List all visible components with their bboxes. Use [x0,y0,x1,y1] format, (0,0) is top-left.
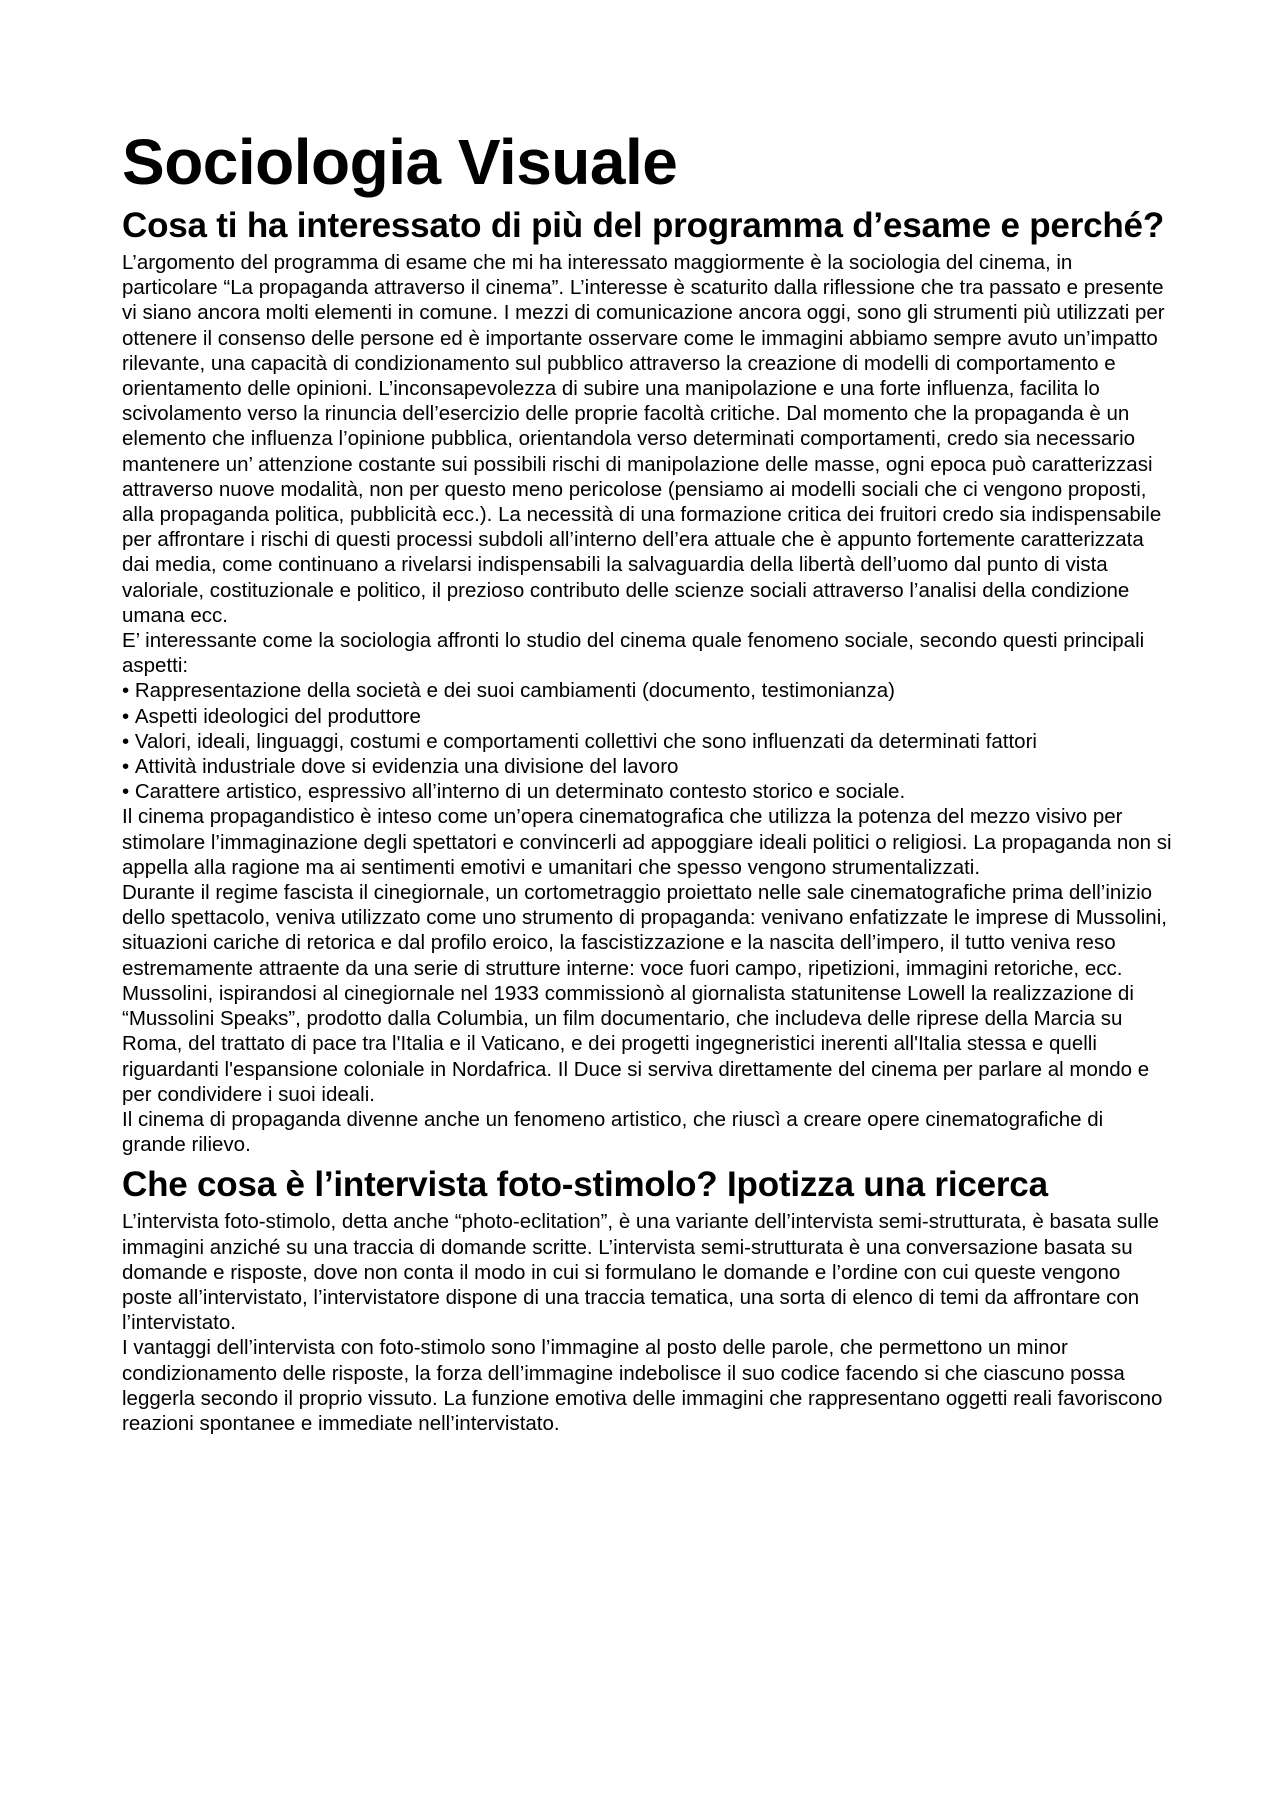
paragraph: I vantaggi dell’intervista con foto-stimolo sono l’immagine al posto delle parole, che permettono un minor condizionamento delle risposte, la forza dell’immagine indebolisce il suo codice facendo si che ciascuno possa leggerla secondo il proprio vissuto. La funzione emotiva delle immagini che rappresentano oggetti reali favoriscono reazioni spontanee e immediate nell’intervistato. [122,1336,1163,1435]
aspects-bullet-list [122,678,1172,804]
section-heading-exam-interest: Cosa ti ha interessato di più del programma d’esame e perché? [122,206,1165,245]
section-heading-photo-interview: Che cosa è l’intervista foto-stimolo? Ipotizza una ricerca [122,1165,1048,1205]
paragraph: Il cinema propagandistico è inteso come un’opera cinematografica che utilizza la potenza del mezzo visivo per stimolare l’immaginazione degli spettatori e convincerli ad appoggiare ideali politici o religiosi. La propaganda non si appella alla ragione ma ai sentimenti emotivi e umanitari che spesso vengono strumentalizzati. [122,805,1172,879]
bullet-item: • Rappresentazione della società e dei suoi cambiamenti (documento, testimonianza) [122,678,1172,703]
bullet-item: • Valori, ideali, linguaggi, costumi e comportamenti collettivi che sono influenzati da determinati fattori [122,729,1172,754]
bullet-item: • Attività industriale dove si evidenzia una divisione del lavoro [122,754,1172,779]
document-title: Sociologia Visuale [122,126,678,198]
paragraph: Durante il regime fascista il cinegiornale, un cortometraggio proiettato nelle sale cinematografiche prima dell’inizio dello spettacolo, veniva utilizzato come uno strumento di propaganda: venivano enfatizzate le imprese di Mussolini, situazioni cariche di retorica e dal profilo eroico, la fascistizzazione e la nascita dell’impero, il tutto veniva reso estremamente attraente da una serie di strutture interne: voce fuori campo, ripetizioni, immagini retoriche, ecc. Mussolini, ispirandosi al cinegiornale nel 1933 commissionò al giornalista statunitense Lowell la realizzazione di “Mussolini Speaks”, prodotto dalla Columbia, un film documentario, che includeva delle riprese della Marcia su Roma, del trattato di pace tra l'Italia e il Vaticano, e dei progetti ingegneristici inerenti all'Italia stessa e quelli riguardanti l'espansione coloniale in Nordafrica. Il Duce si serviva direttamente del cinema per parlare al mondo e per condividere i suoi ideali. [122,881,1167,1106]
section-photo-interview [122,1161,1172,1436]
paragraph: Il cinema di propaganda divenne anche un fenomeno artistico, che riuscì a creare opere cinematografiche di grande rilievo. [122,1107,1104,1157]
paragraph: L’argomento del programma di esame che mi ha interessato maggiormente è la sociologia del cinema, in particolare “La propaganda attraverso il cinema”. L’interesse è scaturito dalla riflessione che tra passato e presente vi siano ancora molti elementi in comune. I mezzi di comunicazione ancora oggi, sono gli strumenti più utilizzati per ottenere il consenso delle persone ed è importante osservare come le immagini abbiamo sempre avuto un’impatto rilevante, una capacità di condizionamento sul pubblico attraverso la creazione di modelli di comportamento e orientamento delle opinioni. L’inconsapevolezza di subire una manipolazione e una forte influenza, facilita lo scivolamento verso la rinuncia dell’esercizio delle proprie facoltà critiche. Dal momento che la propaganda è un elemento che influenza l’opinione pubblica, orientandola verso determinati comportamenti, credo sia necessario mantenere un’ attenzione costante sui possibili rischi di manipolazione delle masse, ogni epoca può caratterizzasi attraverso nuove modalità, non per questo meno pericolose (pensiamo ai modelli sociali che ci vengono proposti, alla propaganda politica, pubblicità ecc.). La necessità di una formazione critica dei fruitori credo sia indispensabile per affrontare i rischi di questi processi subdoli all’interno dell’era attuale che è appunto fortemente caratterizzata dai media, come continuano a rivelarsi indispensabili la salvaguardia della libertà dell’uomo dal punto di vista valoriale, costituzionale e politico, il prezioso contributo delle scienze sociali attraverso l’analisi della condizione umana ecc. [122,251,1165,627]
section-body-photo-interview [122,1209,1172,1436]
document-page [122,126,1172,1436]
bullet-item: • Carattere artistico, espressivo all’interno di un determinato contesto storico e sociale. [122,779,1172,804]
bullet-item: • Aspetti ideologici del produttore [122,704,1172,729]
paragraph: L’intervista foto-stimolo, detta anche “photo-eclitation”, è una variante dell’intervista semi-strutturata, è basata sulle immagini anziché su una traccia di domande scritte. L’intervista semi-strutturata è una conversazione basata su domande e risposte, dove non conta il modo in cui si formulano le domande e l’ordine con cui queste vengono poste all’intervistato, l’intervistatore dispone di una traccia tematica, una sorta di elenco di temi da affrontare con l’intervistato. [122,1210,1159,1335]
section-exam-interest [122,202,1172,1157]
section-body-exam-interest [122,250,1172,1157]
paragraph: E’ interessante come la sociologia affronti lo studio del cinema quale fenomeno sociale, secondo questi principali aspetti: [122,629,1145,678]
